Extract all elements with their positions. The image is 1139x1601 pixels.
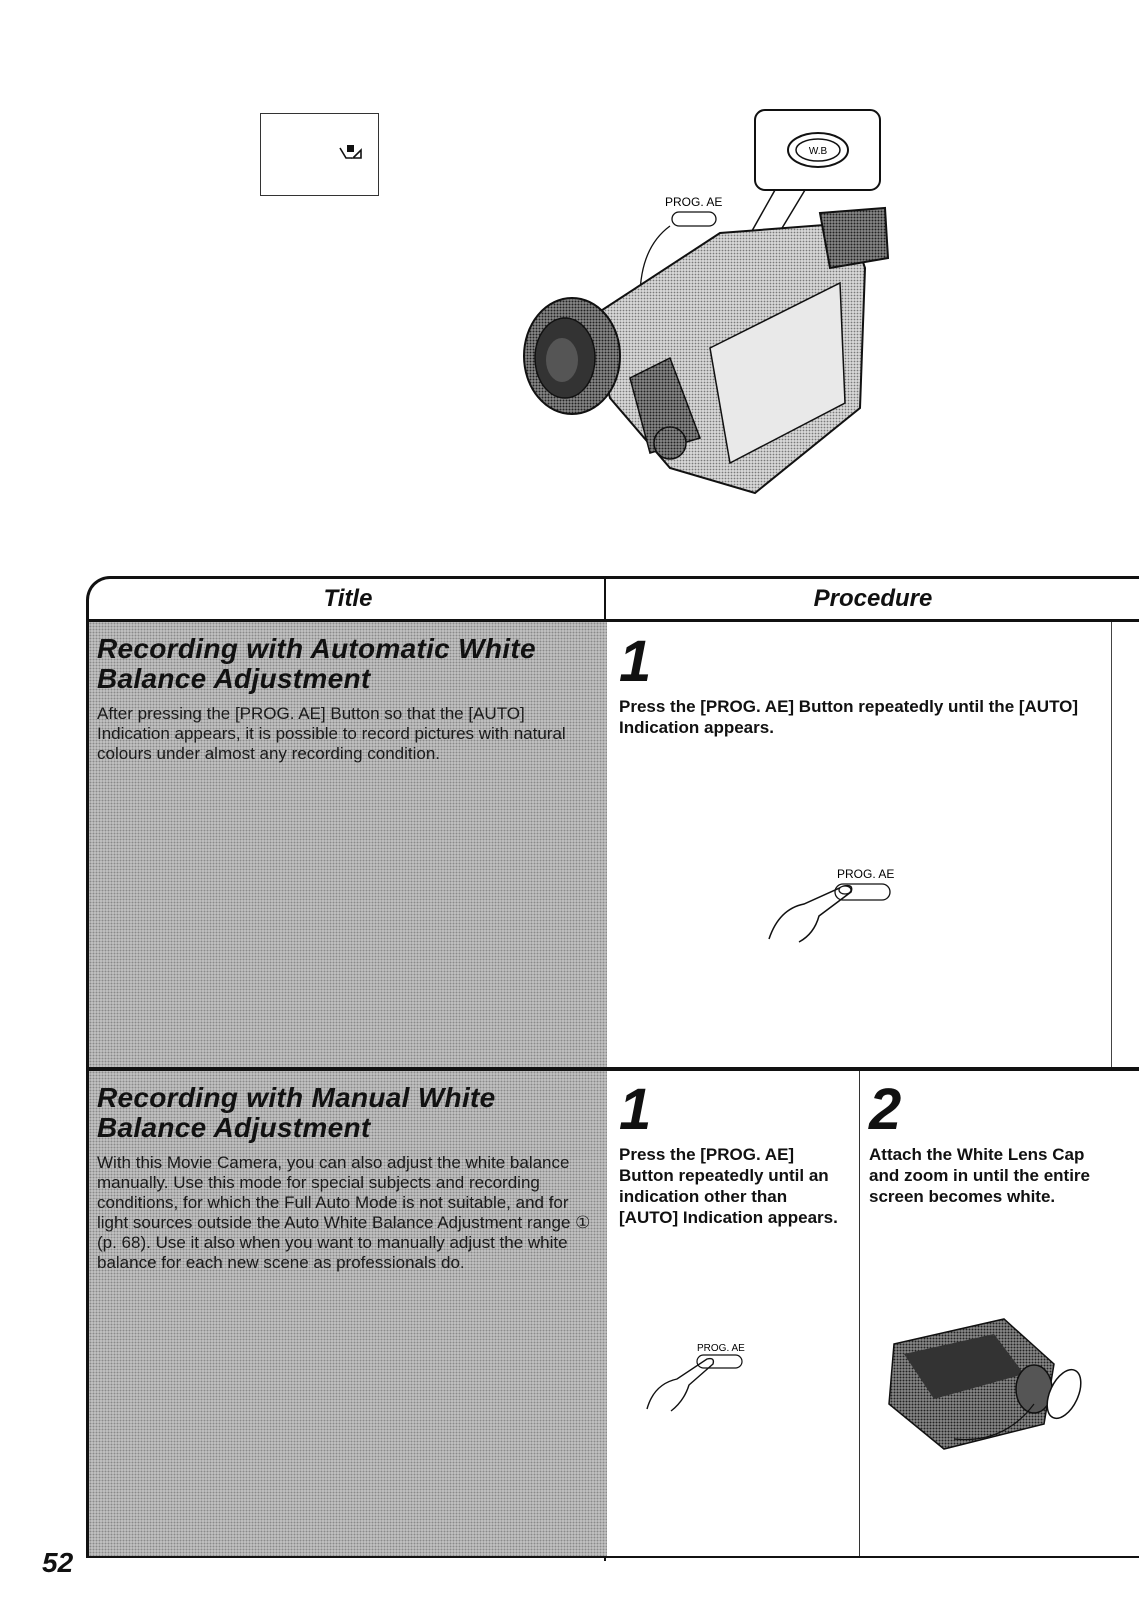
finger-press-prog-ae-small-illustration [639,1339,769,1414]
step-number: 1 [619,629,652,694]
step-manual-2 [869,1077,1099,1207]
step-text: Press the [PROG. AE] Button repeatedly until the [AUTO] Indication appears. [619,697,1079,737]
wb-button-label: W.B [808,146,828,157]
step-number: 1 [619,1077,652,1142]
row-title-manual-white-balance [89,1071,607,1558]
section-heading-manual-wb: Recording with Manual White Balance Adjustment [97,1082,496,1143]
camera-with-lens-cap-illustration [884,1304,1084,1454]
step-number: 2 [869,1077,902,1142]
step-divider [859,1071,860,1558]
finger-press-prog-ae-illustration [759,864,909,944]
section-heading-auto-wb: Recording with Automatic White Balance Adjustment [97,633,536,694]
row-title-auto-white-balance [89,622,607,1067]
white-balance-indicator-icon [339,142,363,162]
step-text: Attach the White Lens Cap and zoom in until the entire screen becomes white. [869,1145,1090,1206]
indicator-display-box [260,113,379,196]
row1-right-edge [1111,622,1112,1067]
prog-ae-small-label: PROG. AE [697,1343,745,1354]
prog-ae-callout-label: PROG. AE [665,195,723,209]
prog-ae-label: PROG. AE [837,867,895,881]
camcorder-illustration [520,108,920,503]
page-number: 52 [42,1547,74,1578]
column-header-procedure: Procedure [813,585,933,612]
step-auto-1 [619,629,1079,738]
section-description-auto-wb: After pressing the [PROG. AE] Button so that the [AUTO] Indication appears, it is possible to record pictures with natural colours under almost any recording condition. [97,704,566,763]
instruction-table [86,576,1139,1558]
column-header-title: Title [323,585,373,612]
section-description-manual-wb: With this Movie Camera, you can also adjust the white balance manually. Use this mode for special subjects and recording conditions, for which the Full Auto Mode is not suitable, and for light sources outside the Auto White Balance Adjustment range ① (p. 68). Use it also when you want to manually adjust the white balance for each new scene as professionals do. [97,1153,591,1272]
step-text: Press the [PROG. AE] Button repeatedly until an indication other than [AUTO] Indication appears. [619,1145,838,1227]
step-manual-1 [619,1077,849,1228]
table-bottom-border [86,1556,1139,1558]
